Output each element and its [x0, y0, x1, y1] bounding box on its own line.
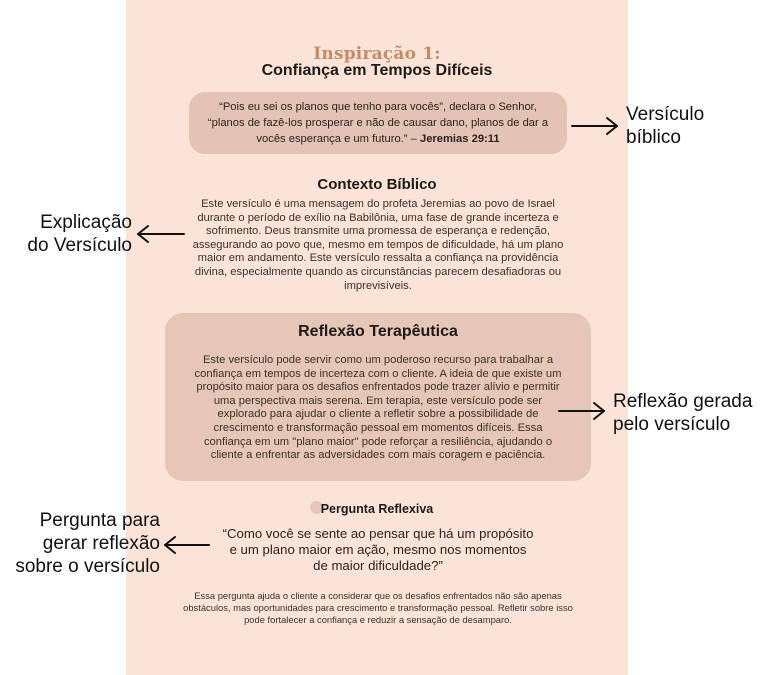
context-line: sofrimento. Deus transmite uma promessa de esperança e redenção,: [206, 225, 550, 238]
annotation-line: Versículo: [626, 104, 705, 125]
reflection-line: confiança em tempos de incerteza com o cliente. A ideia de que existe um: [194, 367, 562, 380]
arrow-left-question-icon: [165, 537, 209, 553]
reflection-line: explorado para ajudar o cliente a refletir sobre a possibilidade de: [217, 408, 539, 421]
arrow-right-verse-icon: [572, 118, 617, 134]
annotation-question: [0, 509, 160, 578]
annotation-line: gerar reflexão: [42, 533, 160, 554]
inspiration-kicker: Inspiração 1:: [313, 44, 441, 64]
annotation-line: Pergunta para: [39, 510, 160, 531]
reflection-title: Reflexão Terapêutica: [298, 323, 458, 340]
verse-line: “Pois eu sei os planos que tenho para vocês”, declara o Senhor,: [219, 101, 537, 113]
arrow-left-explanation-icon: [138, 226, 184, 242]
note-line: obstáculos, mas oportunidades para crescimento e transformação pessoal. Refletir sobre isso: [183, 602, 573, 613]
question-line: “Como você se sente ao pensar que há um propósito: [222, 526, 534, 541]
reflection-line: confiança em um "plano maior" pode reforçar a resiliência, ajudando o: [203, 435, 553, 448]
note-line: Essa pergunta ajuda o cliente a considerar que os desafios enfrentados não são apenas: [194, 590, 562, 601]
annotation-verse: [626, 103, 704, 149]
question-line: e um plano maior em ação, mesmo nos momentos: [229, 542, 527, 557]
annotation-reflection: [613, 390, 752, 436]
annotation-line: sobre o versículo: [15, 556, 160, 577]
annotation-line: Explicação: [40, 212, 132, 233]
annotation-explanation: [0, 211, 132, 257]
context-line: assegurando ao povo que, mesmo em tempos de dificuldade, há um plano: [192, 238, 564, 251]
note-line: pode fortalecer a confiança e reduzir a sensação de desamparo.: [244, 614, 512, 625]
annotation-line: Reflexão gerada: [613, 391, 753, 412]
annotation-line: do Versículo: [27, 235, 132, 256]
context-line: imprevisíveis.: [344, 279, 412, 292]
annotation-line: bíblico: [626, 127, 681, 148]
reflection-line: cliente a enfrentar as adversidades com mais coragem e paciência.: [210, 449, 546, 462]
verse-line: “planos de fazê-los prosperar e não de causar dano, planos de dar a: [207, 117, 549, 129]
context-line: divina, especialmente quando as circunstâncias parecem desafiadoras ou: [194, 265, 562, 278]
question-title: Pergunta Reflexiva: [320, 502, 434, 516]
annotation-line: pelo versículo: [613, 414, 731, 435]
verse-reference: Jeremias 29:11: [419, 133, 500, 145]
reflection-line: uma perspectiva mais serena. Em terapia, este versículo pode ser: [213, 394, 543, 407]
page-title: Confiança em Tempos Difíceis: [261, 62, 493, 79]
arrow-right-reflection-icon: [559, 403, 604, 419]
reflection-line: Este versículo pode servir como um poderoso recurso para trabalhar a: [202, 354, 554, 366]
reflection-line: propósito maior para os desafios enfrentados pode trazer alívio e permitir: [196, 381, 560, 394]
context-line: Este versículo é uma mensagem do profeta Jeremias ao povo de Israel: [201, 198, 555, 210]
context-title: Contexto Bíblico: [317, 176, 437, 193]
context-line: durante o período de exílio na Babilônia, uma fase de grande incerteza e: [197, 211, 559, 224]
verse-line-end: vocês esperança e um futuro.” –: [256, 133, 417, 145]
reflection-line: crescimento e transformação pessoal em momentos difíceis. Essa: [213, 421, 543, 434]
question-line: de maior dificuldade?”: [313, 558, 443, 573]
context-line: maior em andamento. Este versículo ressalta a confiança na providência: [197, 252, 559, 265]
